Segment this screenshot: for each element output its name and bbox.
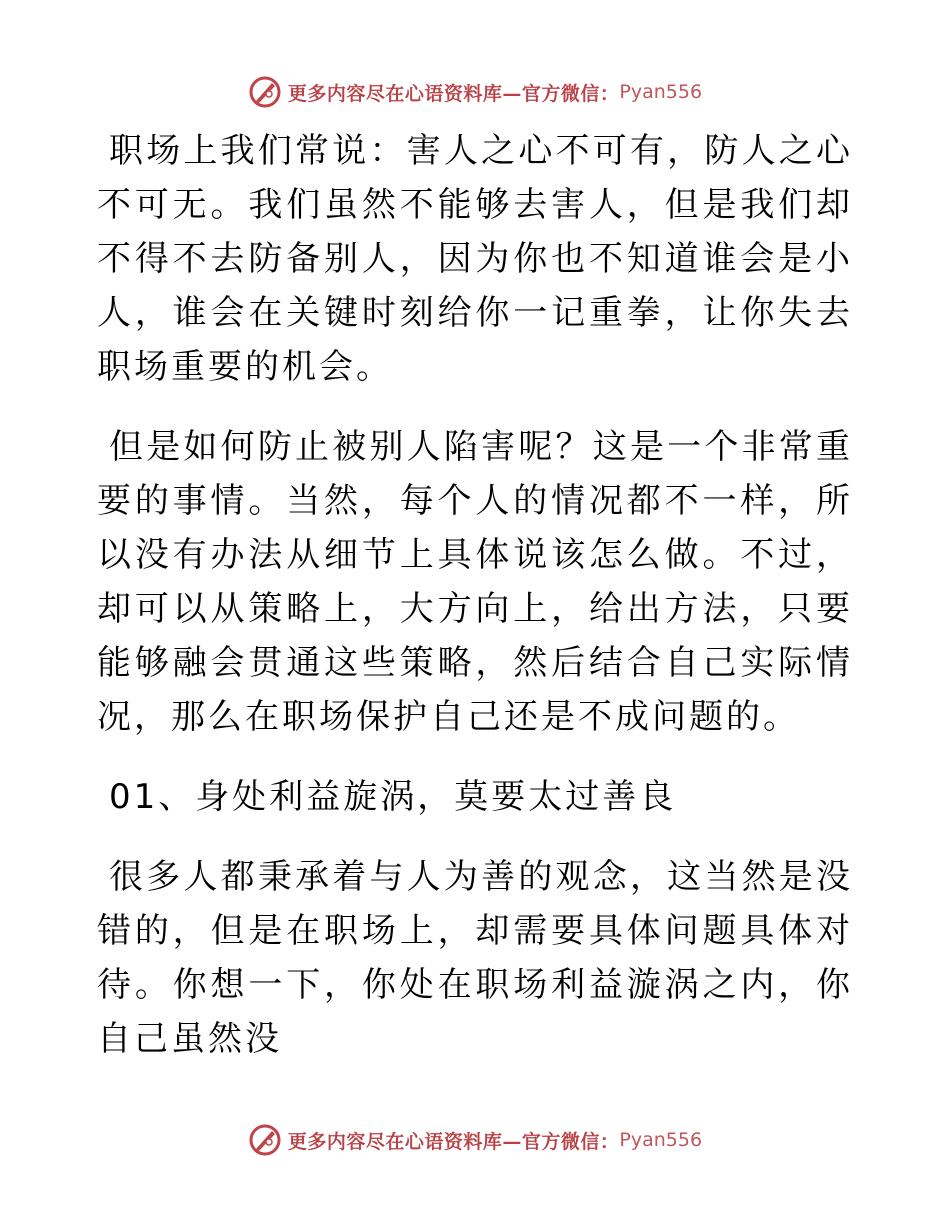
footer-wechat-id: Pyan556 xyxy=(619,1129,703,1151)
quill-logo-icon xyxy=(248,75,282,109)
quill-logo-icon xyxy=(248,1123,282,1157)
section-heading-01: 01、身处利益旋涡，莫要太过善良 xyxy=(109,777,677,817)
footer-banner-text: 更多内容尽在心语资料库—官方微信： xyxy=(287,1130,620,1153)
header-wechat-id: Pyan556 xyxy=(619,81,703,103)
header-banner-text: 更多内容尽在心语资料库—官方微信： xyxy=(287,82,620,105)
document-body xyxy=(97,124,853,1092)
header-banner xyxy=(0,72,950,112)
paragraph-section-01: 很多人都秉承着与人为善的观念，这当然是没错的，但是在职场上，却需要具体问题具体对待。你想一下，你处在职场利益漩涡之内，你自己虽然没 xyxy=(97,857,853,1059)
paragraph-question: 但是如何防止被别人陷害呢？这是一个非常重要的事情。当然，每个人的情况都不一样，所以没有办法从细节上具体说该怎么做。不过，却可以从策略上，大方向上，给出方法，只要能够融会贯通这些策略，然后结合自己实际情况，那么在职场保护自己还是不成问题的。 xyxy=(97,427,853,737)
footer-banner xyxy=(0,1120,950,1160)
paragraph-intro: 职场上我们常说：害人之心不可有，防人之心不可无。我们虽然不能够去害人，但是我们却不得不去防备别人，因为你也不知道谁会是小人，谁会在关键时刻给你一记重拳，让你失去职场重要的机会。 xyxy=(97,131,853,387)
